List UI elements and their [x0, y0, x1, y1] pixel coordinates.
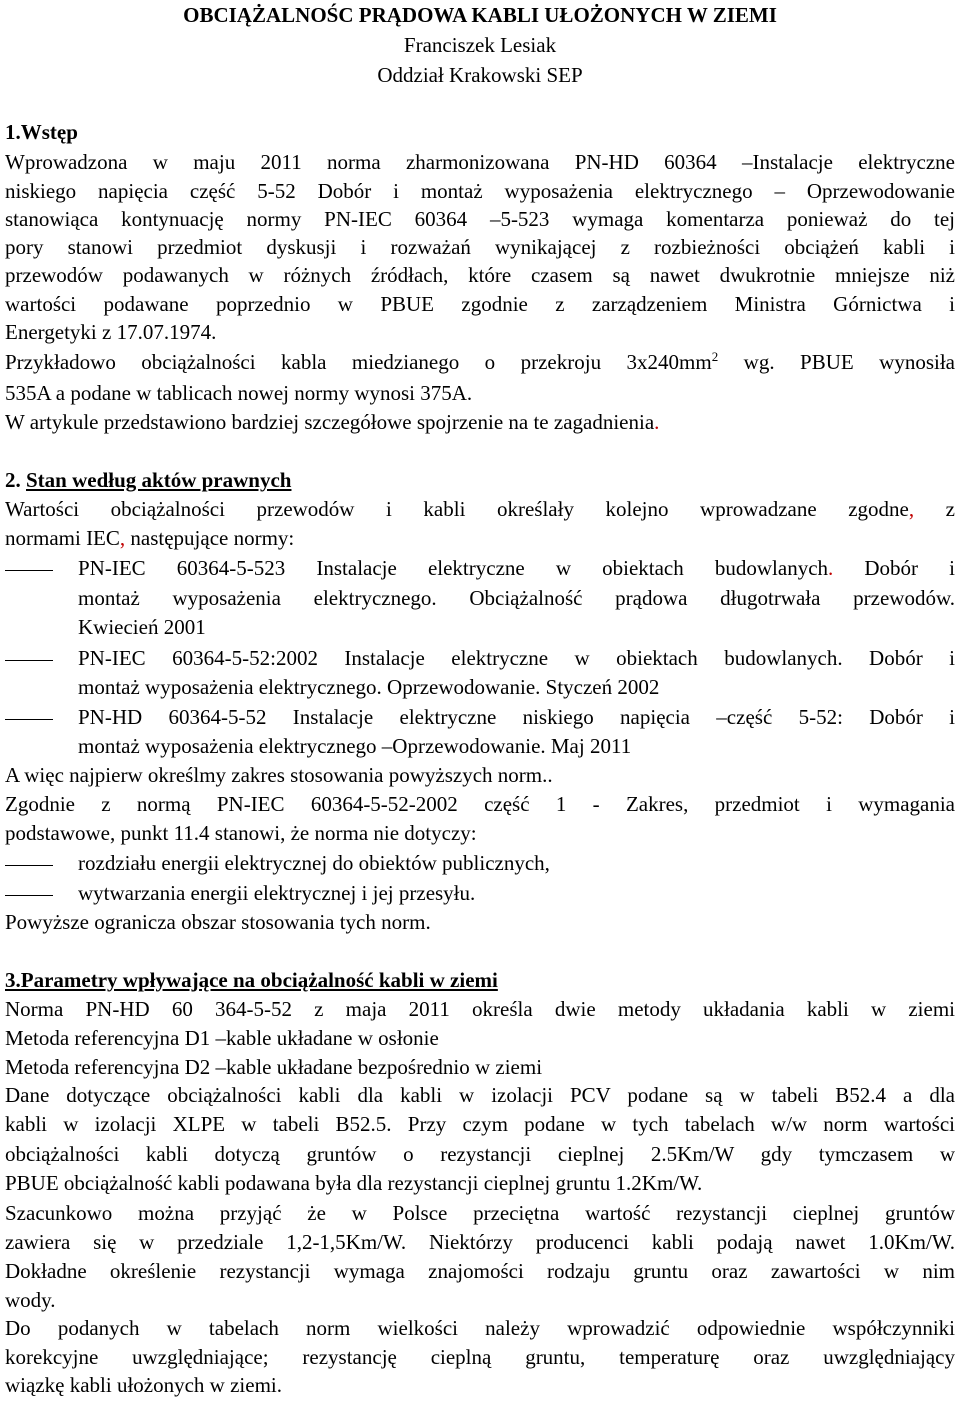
s3-line-9: zawiera się w przedziale 1,2-1,5Km/W. Niektórzy producenci kabli podają nawet 1.0Km/W. [5, 1230, 955, 1254]
norm-item-2-line-2: montaż wyposażenia elektrycznego. Oprzewodowanie. Styczeń 2002 [78, 675, 660, 699]
s2-line-2-tail: następujące normy: [125, 526, 295, 550]
s1-line-6: wartości podawane poprzednio w PBUE zgodnie z zarządzeniem Ministra Górnictwa i [5, 292, 955, 316]
s1-line-8-text: Przykładowo obciążalności kabla miedzianego o przekroju 3x240mm [5, 350, 712, 374]
norm-item-1-line-2: montaż wyposażenia elektrycznego. Obciążalność prądowa długotrwała przewodów. [78, 586, 955, 610]
bullet-dash [5, 660, 53, 661]
section-2-heading [5, 470, 291, 491]
s1-line-9: 535A a podane w tablicach nowej normy wynosi 375A. [5, 381, 473, 405]
norm-item-1-text: PN-IEC 60364-5-523 Instalacje elektryczne w obiektach budowlanych [78, 556, 829, 580]
s3-line-6: obciążalności kabli dotyczą gruntów o rezystancji cieplnej 2.5Km/W gdy tymczasem w [5, 1142, 955, 1166]
s1-line-3: stanowiąca kontynuację normy PN-IEC 60364 –5-523 wymaga komentarza ponieważ do tej [5, 207, 955, 231]
s2-line-1 [5, 499, 955, 520]
s2-line-1-tail: z [945, 497, 955, 521]
exclusion-item-1: rozdziału energii elektrycznej do obiektów publicznych, [78, 851, 550, 875]
document-organization: Oddział Krakowski SEP [377, 63, 583, 87]
s3-line-4: Dane dotyczące obciążalności kabli dla kabli w izolacji PCV podane są w tabeli B52.4 a dla [5, 1083, 955, 1107]
norm-item-3-line-2: montaż wyposażenia elektrycznego –Oprzewodowanie. Maj 2011 [78, 734, 632, 758]
norm-item-1-dot: . [828, 556, 834, 580]
bullet-dash [5, 719, 53, 720]
s3-line-13: korekcyjne uwzględniające; rezystancję cieplną gruntu, temperaturę oraz uwzględniający [5, 1345, 955, 1369]
s1-line-5: przewodów podawanych w różnych źródłach, które czasem są nawet dwukrotnie mniejsze niż [5, 263, 955, 287]
s2-paragraph-2: A więc najpierw określmy zakres stosowania powyższych norm.. [5, 763, 553, 787]
norm-item-3-line-1: PN-HD 60364-5-52 Instalacje elektryczne niskiego napięcia –część 5-52: Dobór i [78, 705, 955, 729]
document-author: Franciszek Lesiak [403, 33, 557, 57]
section-1-heading: 1.Wstęp [5, 120, 78, 144]
s1-line-1: Wprowadzona w maju 2011 norma zharmonizowana PN-HD 60364 –Instalacje elektryczne [5, 150, 955, 174]
s2-line-1-comma: , [908, 497, 915, 521]
s3-line-8: Szacunkowo można przyjąć że w Polsce przeciętna wartość rezystancji cieplnej gruntów [5, 1201, 955, 1225]
s3-line-5: kabli w izolacji XLPE w tabeli B52.5. Przy czym podane w tych tabelach w/w norm wartości [5, 1112, 955, 1136]
s1-line-2: niskiego napięcia część 5-52 Dobór i montaż wyposażenia elektrycznego – Oprzewodowanie [5, 179, 955, 203]
document-title: OBCIĄŻALNOŚC PRĄDOWA KABLI UŁOŻONYCH W ZIEMI [183, 3, 777, 27]
s1-line-10-text: W artykule przedstawiono bardziej szczegółowe spojrzenie na te zagadnienia [5, 410, 655, 434]
s3-line-10: Dokładne określenie rezystancji wymaga znajomości rodzaju gruntu oraz zawartości w nim [5, 1259, 955, 1283]
s3-line-3: Metoda referencyjna D2 –kable układane bezpośrednio w ziemi [5, 1055, 543, 1079]
section-2-title: Stan według aktów prawnych [26, 468, 292, 492]
norm-item-1-line-3: Kwiecień 2001 [78, 615, 206, 639]
s1-line-4: pory stanowi przedmiot dyskusji i rozważań wynikającej z rozbieżności obciążeń kabli i [5, 235, 955, 259]
s3-line-2: Metoda referencyjna D1 –kable układane w osłonie [5, 1026, 439, 1050]
s1-line-10 [5, 412, 659, 433]
s1-line-8 [5, 349, 955, 374]
s2-line-2-text: normami IEC [5, 526, 120, 550]
exclusion-item-2: wytwarzania energii elektrycznej i jej przesyłu. [78, 881, 476, 905]
bullet-dash [5, 865, 53, 866]
s1-line-10-dot: . [654, 410, 660, 434]
bullet-dash [5, 895, 53, 896]
s2-line-2-comma: , [119, 526, 126, 550]
s1-line-7: Energetyki z 17.07.1974. [5, 320, 217, 344]
s2-line-1-text: Wartości obciążalności przewodów i kabli określały kolejno wprowadzane zgodne [5, 497, 909, 521]
s3-line-11: wody. [5, 1288, 56, 1312]
norm-item-2-line-1: PN-IEC 60364-5-52:2002 Instalacje elektryczne w obiektach budowlanych. Dobór i [78, 646, 955, 670]
s2-paragraph-3-line-1: Zgodnie z normą PN-IEC 60364-5-52-2002 część 1 - Zakres, przedmiot i wymagania [5, 792, 955, 816]
s2-paragraph-4: Powyższe ogranicza obszar stosowania tych norm. [5, 910, 431, 934]
s3-line-14: wiązkę kabli ułożonych w ziemi. [5, 1373, 282, 1397]
s3-line-1: Norma PN-HD 60 364-5-52 z maja 2011 określa dwie metody układania kabli w ziemi [5, 997, 955, 1021]
bullet-dash [5, 570, 53, 571]
s3-line-12: Do podanych w tabelach norm wielkości należy wprowadzić odpowiednie współczynniki [5, 1316, 955, 1340]
s1-line-8-tail: wg. PBUE wynosiła [743, 350, 955, 374]
norm-item-1-tail: Dobór i [864, 556, 956, 580]
superscript-2: 2 [711, 349, 719, 364]
s2-line-2 [5, 528, 294, 549]
section-2-number: 2. [5, 468, 26, 492]
section-3-heading: 3.Parametry wpływające na obciążalność kabli w ziemi [5, 968, 498, 992]
s3-line-7: PBUE obciążalność kabli podawana była dla rezystancji cieplnej gruntu 1.2Km/W. [5, 1171, 703, 1195]
s2-paragraph-3-line-2: podstawowe, punkt 11.4 stanowi, że norma nie dotyczy: [5, 821, 477, 845]
norm-item-1-line-1 [78, 558, 955, 579]
